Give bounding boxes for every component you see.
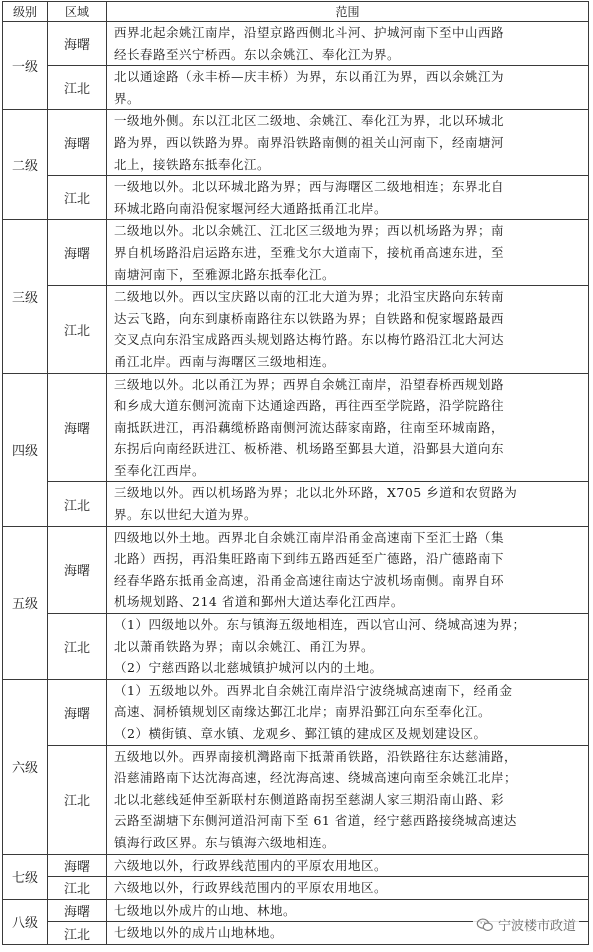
scope-cell <box>107 526 589 613</box>
table-row <box>3 66 589 110</box>
scope-line: 六级地以外，行政界线范围内的平原农用地区。 <box>114 857 388 873</box>
level-cell: 八级 <box>3 899 48 944</box>
scope-line: 经长春路至兴宁桥西。东以余姚江、奉化江为界。 <box>114 46 401 62</box>
scope-line: 沿慈浦路南下达沈海高速，经沈海高速、绕城高速向南至余姚江北岸； <box>114 770 518 786</box>
scope-line: 界。 <box>114 90 141 106</box>
table-row <box>3 176 589 220</box>
scope-line: （1）五级地以外。西界北自余姚江南岸沿宁波绕城高速南下，经甬金 <box>114 682 513 698</box>
scope-line: 四级地以外土地。西界北自余姚江南岸沿甬金高速南下至汇士路（集 <box>114 529 505 545</box>
scope-line: 路为界，西以铁路为界。南界沿铁路南侧的祖关山河南下，经南塘河 <box>114 134 505 150</box>
zone-cell: 江北 <box>48 176 107 220</box>
scope-line: （1）四级地以外。东与镇海五级地相连，西以官山河、绕城高速为界； <box>114 617 526 633</box>
zone-cell: 海曙 <box>48 854 107 877</box>
scope-line: 西界北起余姚江南岸，沿望京路西侧北斗河、护城河南下至中山西路 <box>114 25 505 40</box>
table-row <box>3 373 589 482</box>
scope-line: 二级地以外。北以余姚江、江北区三级地为界；西以机场路为界；南 <box>114 223 505 239</box>
scope-cell <box>107 854 589 877</box>
scope-line: 镇海行政区界。东与镇海六级地相连。 <box>114 834 336 850</box>
scope-line: 机场规划路、214 省道和鄞州大道达奉化江西岸。 <box>114 594 404 610</box>
zone-cell: 江北 <box>48 482 107 526</box>
zone-cell: 江北 <box>48 614 107 680</box>
table-row <box>3 526 589 613</box>
zone-cell: 江北 <box>48 745 107 854</box>
land-grade-table <box>2 1 589 945</box>
scope-line: 至奉化江西岸。 <box>114 462 206 478</box>
scope-line: 北路）西拐，再沿集旺路南下到纬五路西延至广德路，沿广德路南下 <box>114 551 505 567</box>
table-row <box>3 745 589 854</box>
scope-cell <box>107 286 589 373</box>
table-row <box>3 679 589 745</box>
scope-cell <box>107 22 589 66</box>
level-cell: 三级 <box>3 220 48 373</box>
zone-cell: 海曙 <box>48 526 107 613</box>
zone-cell: 海曙 <box>48 220 107 286</box>
scope-line: 北上，接铁路东抵奉化江。 <box>114 156 271 172</box>
level-cell: 四级 <box>3 373 48 526</box>
scope-cell <box>107 176 589 220</box>
scope-line: 二级地以外。西以宝庆路以南的江北大道为界；北沿宝庆路向东转南 <box>114 289 505 305</box>
scope-line: 五级地以外。西界南接机灣路南下抵萧甬铁路，沿铁路往东达慈浦路， <box>114 748 518 764</box>
scope-line: 甬江北岸。西南与海曙区三级地相连。 <box>114 353 336 369</box>
scope-cell <box>107 482 589 526</box>
scope-line: 南抵跃进江，再沿藕缆桥路南侧河流达薛家南路，往南至环城南路， <box>114 419 505 435</box>
table-row <box>3 22 589 66</box>
table-row <box>3 854 589 877</box>
scope-line: 一级地以外。北以环城北路为界；西与海曙区二级地相连；东界北自 <box>114 179 505 195</box>
zone-cell: 江北 <box>48 286 107 373</box>
scope-line: （2）宁慈西路以北慈城镇护城河以内的土地。 <box>114 660 383 676</box>
watermark-text: 宁波楼市政道 <box>497 919 576 934</box>
zone-cell: 海曙 <box>48 899 107 922</box>
scope-line: 南塘河南下，至雅源北路东抵奉化江。 <box>114 266 336 282</box>
header-level: 级别 <box>3 2 48 22</box>
scope-cell <box>107 877 589 900</box>
scope-line: 经春华路东抵甬金高速，沿甬金高速往南达宁波机场南侧。南界自环 <box>114 572 505 588</box>
zone-cell: 海曙 <box>48 373 107 482</box>
scope-line: 云路至湖塘下东侧河道沿河南下至 61 省道，经宁慈西路接绕城高速达 <box>114 813 517 829</box>
level-cell: 五级 <box>3 526 48 679</box>
level-cell: 二级 <box>3 110 48 220</box>
scope-line: 北以萧甬铁路为界；南以余姚江、甬江为界。 <box>114 638 375 654</box>
zone-cell: 江北 <box>48 66 107 110</box>
scope-cell <box>107 373 589 482</box>
scope-line: 三级地以外。西以机场路为界；北以北外环路，X705 乡道和农贸路为 <box>114 485 518 501</box>
header-row <box>3 2 589 22</box>
scope-cell <box>107 745 589 854</box>
table-row <box>3 286 589 373</box>
scope-cell <box>107 614 589 680</box>
header-zone: 区域 <box>48 2 107 22</box>
scope-line: 北以北慈线延伸至新联村东侧道路南拐至慈湖人家三期沿南山路、彩 <box>114 791 505 807</box>
zone-cell: 海曙 <box>48 110 107 176</box>
level-cell: 一级 <box>3 22 48 110</box>
scope-line: 东拐后向南经跃进江、板桥港、机场路至鄞县大道，沿鄞县大道向东 <box>114 441 505 457</box>
scope-line: （2）横街镇、章水镇、龙观乡、鄞江镇的建成区及规划建设区。 <box>114 726 487 741</box>
zone-cell: 海曙 <box>48 22 107 66</box>
wechat-icon <box>476 918 494 932</box>
scope-cell <box>107 66 589 110</box>
scope-cell <box>107 220 589 286</box>
table-row <box>3 877 589 900</box>
zone-cell: 江北 <box>48 877 107 900</box>
scope-cell <box>107 110 589 176</box>
level-cell: 六级 <box>3 679 48 854</box>
scope-line: 七级地以外成片的山地、林地。 <box>114 902 297 918</box>
zone-cell: 江北 <box>48 922 107 945</box>
scope-cell <box>107 679 589 745</box>
scope-line: 六级地以外，行政界线范围内的平原农用地区。 <box>114 880 388 896</box>
table-row <box>3 220 589 286</box>
scope-line: 界。东以世纪大道为界。 <box>114 507 258 523</box>
scope-line: 界自机场路沿启运路东进，至雅戈尔大道南下，接杭甬高速东进，至 <box>114 244 505 260</box>
level-cell: 七级 <box>3 854 48 899</box>
scope-line: 交叉点向东沿宝成路西头规划路达梅竹路。东以梅竹路沿江北大河达 <box>114 332 505 348</box>
scope-line: 七级地以外的成片山地林地。 <box>114 925 284 941</box>
table-row <box>3 482 589 526</box>
scope-line: 高速、洞桥镇规划区南缘达鄞江北岸；南界沿鄞江向东至奉化江。 <box>114 704 492 720</box>
scope-line: 北以通途路（永丰桥—庆丰桥）为界，东以甬江为界，西以余姚江为 <box>114 69 505 85</box>
scope-line: 和乡成大道东侧河流南下达通途西路，再往西至学院路，沿学院路往 <box>114 398 505 414</box>
header-scope: 范围 <box>107 2 589 22</box>
scope-line: 达云飞路，向东到康桥南路往东以铁路为界；自铁路和倪家堰路最西 <box>114 310 505 326</box>
table-row <box>3 110 589 176</box>
table-row <box>3 614 589 680</box>
scope-line: 环城北路向南沿倪家堰河经大通路抵甬江北岸。 <box>114 200 388 216</box>
scope-line: 一级地外侧。东以江北区二级地、余姚江、奉化江为界，北以环城北 <box>114 113 505 129</box>
zone-cell: 海曙 <box>48 679 107 745</box>
scope-line: 三级地以外。北以甬江为界；西界自余姚江南岸，沿望春桥西规划路 <box>114 376 505 392</box>
watermark <box>473 914 579 935</box>
